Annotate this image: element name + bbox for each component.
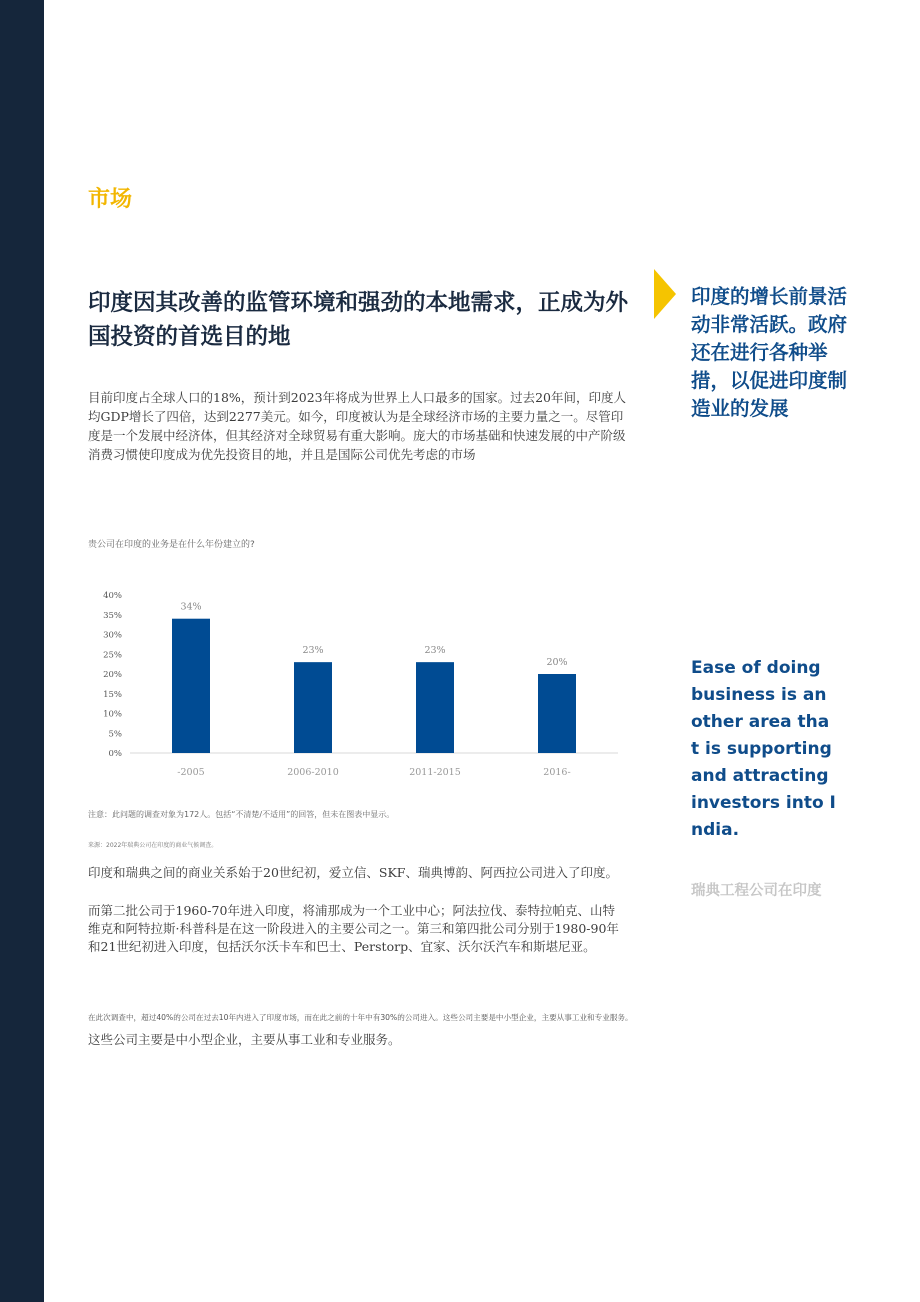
bar bbox=[416, 662, 454, 753]
x-tick-label: 2006-2010 bbox=[287, 767, 339, 778]
pullquote-arrow-icon bbox=[654, 269, 676, 319]
paragraph-second-wave: 而第二批公司于1960-70年进入印度，将浦那成为一个工业中心；阿法拉伐、泰特拉帕克、山特维克和阿特拉斯·科普科是在这一阶段进入的主要公司之一。第三和第四批公司分别于1980-90年和21世纪初进入印度，包括沃尔沃卡车和巴士、Perstorp、宜家、沃尔沃汽车和斯堪尼亚。 bbox=[88, 903, 619, 954]
survey-summary-small: 在此次调查中，超过40%的公司在过去10年内进入了印度市场，而在此之前的十年中有30%的公司进入。这些公司主要是中小型企业，主要从事工业和专业服务。 bbox=[88, 1013, 633, 1022]
bar bbox=[294, 662, 332, 753]
pullquote-english: Ease of doing business is another area that is supporting and attracting investors into India. bbox=[691, 658, 836, 840]
x-tick-label: 2016- bbox=[543, 767, 571, 778]
paragraph-history: 印度和瑞典之间的商业关系始于20世纪初，爱立信、SKF、瑞典博韵、阿西拉公司进入了印度。 bbox=[88, 865, 618, 880]
y-tick-label: 35% bbox=[103, 610, 122, 621]
paragraph-sme: 这些公司主要是中小型企业，主要从事工业和专业服务。 bbox=[88, 1032, 401, 1047]
bar-value-label: 23% bbox=[302, 645, 324, 657]
y-tick-label: 0% bbox=[108, 749, 122, 759]
y-tick-label: 15% bbox=[103, 689, 122, 700]
bar-value-label: 34% bbox=[180, 601, 202, 613]
y-tick-label: 40% bbox=[103, 591, 122, 601]
bar bbox=[538, 674, 576, 753]
intro-paragraph: 目前印度占全球人口的18%，预计到2023年将成为世界上人口最多的国家。过去20年间，印度人均GDP增长了四倍，达到2277美元。如今，印度被认为是全球经济市场的主要力量之一。尽管印度是一个发展中经济体，但其经济对全球贸易有重大影响。庞大的市场基础和快速发展的中产阶级消费习惯使印度成为优先投资目的地，并且是国际公司优先考虑的市场 bbox=[88, 390, 627, 462]
pullquote-chinese: 印度的增长前景活动非常活跃。政府还在进行各种举措，以促进印度制造业的发展 bbox=[691, 285, 848, 420]
chart-question: 贵公司在印度的业务是在什么年份建立的? bbox=[88, 540, 255, 550]
chart-note: 注意：此问题的调查对象为172人。包括“不清楚/不适用”的回答，但未在图表中显示。 bbox=[88, 810, 395, 819]
bar-value-label: 20% bbox=[546, 657, 568, 668]
chart-source: 来源：2022年瑞典公司在印度的商业气候调查。 bbox=[88, 842, 218, 849]
side-caption: 瑞典工程公司在印度 bbox=[691, 883, 822, 899]
y-tick-label: 5% bbox=[108, 729, 122, 740]
left-sidebar-band bbox=[0, 0, 44, 1302]
bar bbox=[172, 619, 210, 753]
y-tick-label: 10% bbox=[103, 709, 122, 720]
x-tick-label: 2011-2015 bbox=[409, 767, 461, 778]
bar-value-label: 23% bbox=[424, 645, 446, 657]
y-tick-label: 20% bbox=[103, 670, 122, 680]
section-title: 市场 bbox=[88, 187, 133, 212]
x-tick-label: -2005 bbox=[177, 767, 205, 778]
y-tick-label: 25% bbox=[103, 650, 122, 661]
bar-chart bbox=[88, 585, 628, 785]
headline: 印度因其改善的监管环境和强劲的本地需求，正成为外国投资的首选目的地 bbox=[88, 290, 629, 350]
y-tick-label: 30% bbox=[103, 630, 122, 641]
